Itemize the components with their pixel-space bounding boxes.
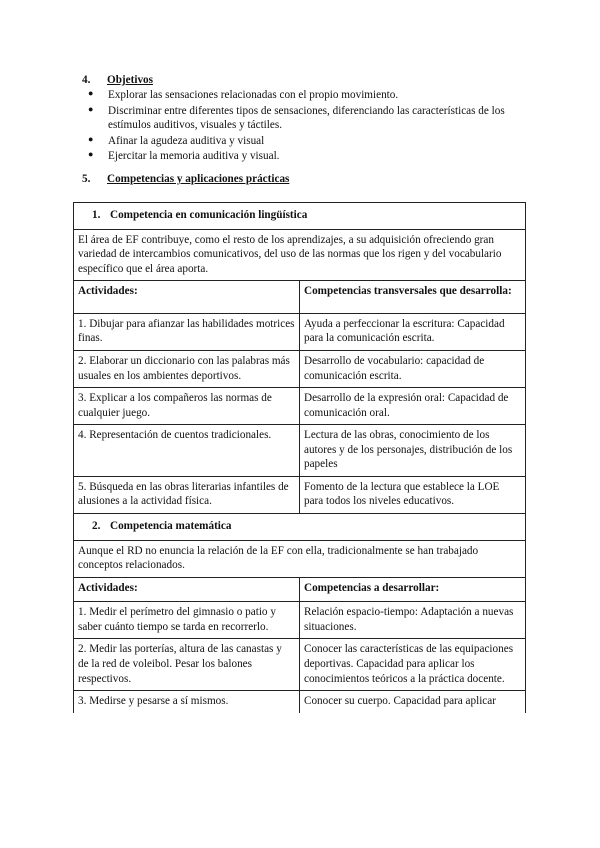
- bullet-icon: ●: [88, 103, 94, 114]
- table-row: [74, 577, 526, 602]
- table-cell: 2. Medir las porterías, altura de las canastas y de la red de voleibol. Pesar los balones respectivos.: [74, 639, 300, 691]
- table-row: [74, 602, 526, 639]
- objectives-number: 4.: [82, 74, 91, 86]
- competencies-heading: [82, 172, 289, 187]
- objectives-list: [82, 88, 542, 165]
- table-cell: Relación espacio-tiempo: Adaptación a nuevas situaciones.: [300, 602, 526, 639]
- table-cell: Conocer su cuerpo. Capacidad para aplicar: [300, 691, 526, 713]
- table-row: [74, 203, 526, 230]
- section2-title: Competencia matemática: [110, 520, 232, 532]
- bullet-icon: ●: [88, 149, 94, 160]
- table-cell: Fomento de la lectura que establece la LOE para todos los niveles educativos.: [300, 476, 526, 513]
- section2-col2-header: Competencias a desarrollar:: [300, 577, 526, 602]
- table-cell: Desarrollo de la expresión oral: Capacidad de comunicación oral.: [300, 388, 526, 425]
- table-cell: 3. Explicar a los compañeros las normas de cualquier juego.: [74, 388, 300, 425]
- table-row: [74, 540, 526, 577]
- section1-title-cell: 1. Competencia en comunicación lingüística: [74, 203, 526, 230]
- objectives-heading: [82, 73, 153, 88]
- list-item: ● Ejercitar la memoria auditiva y visual.: [88, 149, 280, 163]
- table-row: [74, 425, 526, 477]
- section2-intro: Aunque el RD no enuncia la relación de la EF con ella, tradicionalmente se han trabajado conceptos relacionados.: [74, 540, 526, 577]
- table-cell: Ayuda a perfeccionar la escritura: Capacidad para la comunicación escrita.: [300, 313, 526, 350]
- list-item: ● Afinar la agudeza auditiva y visual: [88, 133, 265, 147]
- table-cell: Lectura de las obras, conocimiento de los autores y de los personajes, distribución de los papeles: [300, 425, 526, 477]
- table-row: [74, 281, 526, 314]
- bullet-icon: ●: [88, 133, 94, 144]
- list-item: ● Explorar las sensaciones relacionadas con el propio movimiento.: [88, 88, 399, 101]
- bullet-icon: ●: [88, 88, 94, 98]
- table-row: [74, 313, 526, 350]
- competencies-number: 5.: [82, 173, 91, 185]
- objectives-title: Objetivos: [107, 74, 153, 86]
- competencies-table: [73, 202, 526, 713]
- section1-col2-header: Competencias transversales que desarrolla:: [300, 281, 526, 314]
- table-row: [74, 514, 526, 541]
- table-cell: Conocer las características de las equipaciones deportivas. Capacidad para aplicar los conocimientos teóricos a la práctica docente.: [300, 639, 526, 691]
- table-cell: 1. Dibujar para afianzar las habilidades motrices finas.: [74, 313, 300, 350]
- table-cell: 1. Medir el perímetro del gimnasio o patio y saber cuánto tiempo se tarda en recorrerlo.: [74, 602, 300, 639]
- table-cell: 5. Búsqueda en las obras literarias infantiles de alusiones a la actividad física.: [74, 476, 300, 513]
- competencies-title: Competencias y aplicaciones prácticas: [107, 173, 290, 185]
- table-cell: 2. Elaborar un diccionario con las palabras más usuales en los ambientes deportivos.: [74, 350, 300, 387]
- table-row: [74, 691, 526, 713]
- section2-title-cell: 2. Competencia matemática: [74, 514, 526, 541]
- section2-col1-header: Actividades:: [74, 577, 300, 602]
- table-cell: Desarrollo de vocabulario: capacidad de comunicación escrita.: [300, 350, 526, 387]
- table-row: [74, 229, 526, 281]
- table-cell: 3. Medirse y pesarse a sí mismos.: [74, 691, 300, 713]
- table-row: [74, 388, 526, 425]
- table-cell: 4. Representación de cuentos tradicionales.: [74, 425, 300, 477]
- list-item: ● Discriminar entre diferentes tipos de sensaciones, diferenciando las características de los estímulos auditivos, visuales y táctiles.: [88, 103, 505, 132]
- table-row: [74, 476, 526, 513]
- table-row: [74, 639, 526, 691]
- section1-col1-header: Actividades:: [74, 281, 300, 314]
- section1-intro: El área de EF contribuye, como el resto de los aprendizajes, a su adquisición ofreciendo gran variedad de intercambios comunicativos, del uso de las normas que los rigen y del vocabulario específico que el área aporta.: [74, 229, 526, 281]
- table-row: [74, 350, 526, 387]
- section1-title: Competencia en comunicación lingüística: [110, 209, 308, 221]
